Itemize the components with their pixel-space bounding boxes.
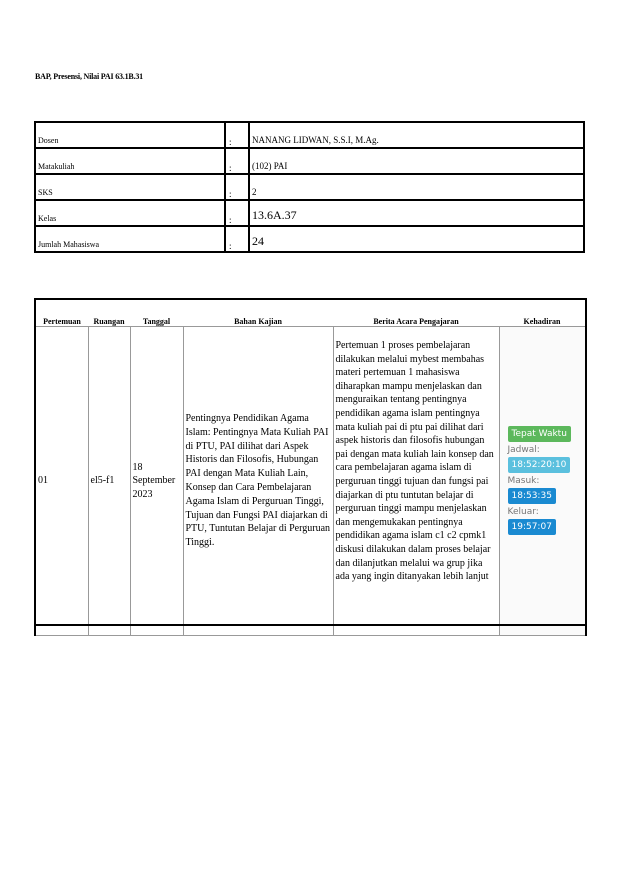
cell-berita-acara: Pertemuan 1 proses pembelajaran dilakukan melalui mybest membahas materi pertemuan 1 mahasiswa diharapkan mampu menjelaskan dan menguraikan tentang pentingnya pendidikan agama islam pentingnya mata kuliah pai di ptu pai dilihat dari aspek historis dan filosofis hubungan pai dengan mata kuliah lain konsep dan cara pembelajaran agama islam di perguruan tinggi tujuan dan fungsi pai diajarkan di ptu tuntutan belajar di perguruan tinggi mampu menjelaskan dan mengemukakan pentingnya pendidikan agama islam c1 c2 cpmk1 diskusi dilakukan dalam proses belajar dan dilanjutkan melalui wa grup jika ada yang ingin ditanyakan lebih lanjut (333, 327, 499, 636)
cell-pertemuan: 01 (35, 327, 88, 636)
info-value: 13.6A.37 (249, 200, 584, 226)
header-tanggal: Tanggal (130, 299, 183, 327)
bap-table (34, 298, 587, 636)
info-label: Jumlah Mahasiswa (35, 226, 225, 252)
cell-ruangan: el5-f1 (88, 327, 130, 636)
kehadiran-box (500, 420, 586, 542)
jadwal-label: Jadwal: (507, 445, 540, 455)
cell-tanggal: 18 September 2023 (130, 327, 183, 636)
table-row (35, 327, 586, 636)
masuk-label: Masuk: (507, 476, 540, 486)
masuk-time-badge: 18:53:35 (508, 488, 556, 504)
info-row-dosen (35, 122, 584, 148)
info-colon: : (225, 148, 249, 174)
info-colon: : (225, 226, 249, 252)
info-colon: : (225, 174, 249, 200)
info-row-sks (35, 174, 584, 200)
info-label: Dosen (35, 122, 225, 148)
info-value: 2 (249, 174, 584, 200)
table-header-row (35, 299, 586, 327)
info-value: (102) PAI (249, 148, 584, 174)
info-row-kelas (35, 200, 584, 226)
header-berita-acara: Berita Acara Pengajaran (333, 299, 499, 327)
cell-kehadiran (499, 327, 586, 636)
info-row-matakuliah (35, 148, 584, 174)
info-label: Kelas (35, 200, 225, 226)
course-info-table (34, 121, 585, 253)
status-badge: Tepat Waktu (508, 426, 571, 442)
document-title: BAP, Presensi, Nilai PAI 63.1B.31 (35, 72, 143, 81)
header-bahan-kajian: Bahan Kajian (183, 299, 333, 327)
info-label: Matakuliah (35, 148, 225, 174)
info-value: 24 (249, 226, 584, 252)
keluar-time-badge: 19:57:07 (508, 519, 556, 535)
header-ruangan: Ruangan (88, 299, 130, 327)
jadwal-time-badge: 18:52:20:10 (508, 457, 571, 473)
info-colon: : (225, 200, 249, 226)
info-label: SKS (35, 174, 225, 200)
cell-bahan-kajian: Pentingnya Pendidikan Agama Islam: Pentingnya Mata Kuliah PAI di PTU, PAI dilihat dari Aspek Historis dan Filosofis, Hubungan PAI dengan Mata Kuliah Lain, Konsep dan Cara Pembelajaran Agama Islam di Perguruan Tinggi, Tujuan dan Fungsi PAI diajarkan di PTU, Tuntutan Belajar di Perguruan Tinggi. (183, 327, 333, 636)
header-kehadiran: Kehadiran (499, 299, 586, 327)
info-colon: : (225, 122, 249, 148)
keluar-label: Keluar: (507, 507, 539, 517)
header-pertemuan: Pertemuan (35, 299, 88, 327)
table-bottom-rule (34, 624, 585, 626)
info-value: NANANG LIDWAN, S.S.I, M.Ag. (249, 122, 584, 148)
info-row-jumlah-mahasiswa (35, 226, 584, 252)
